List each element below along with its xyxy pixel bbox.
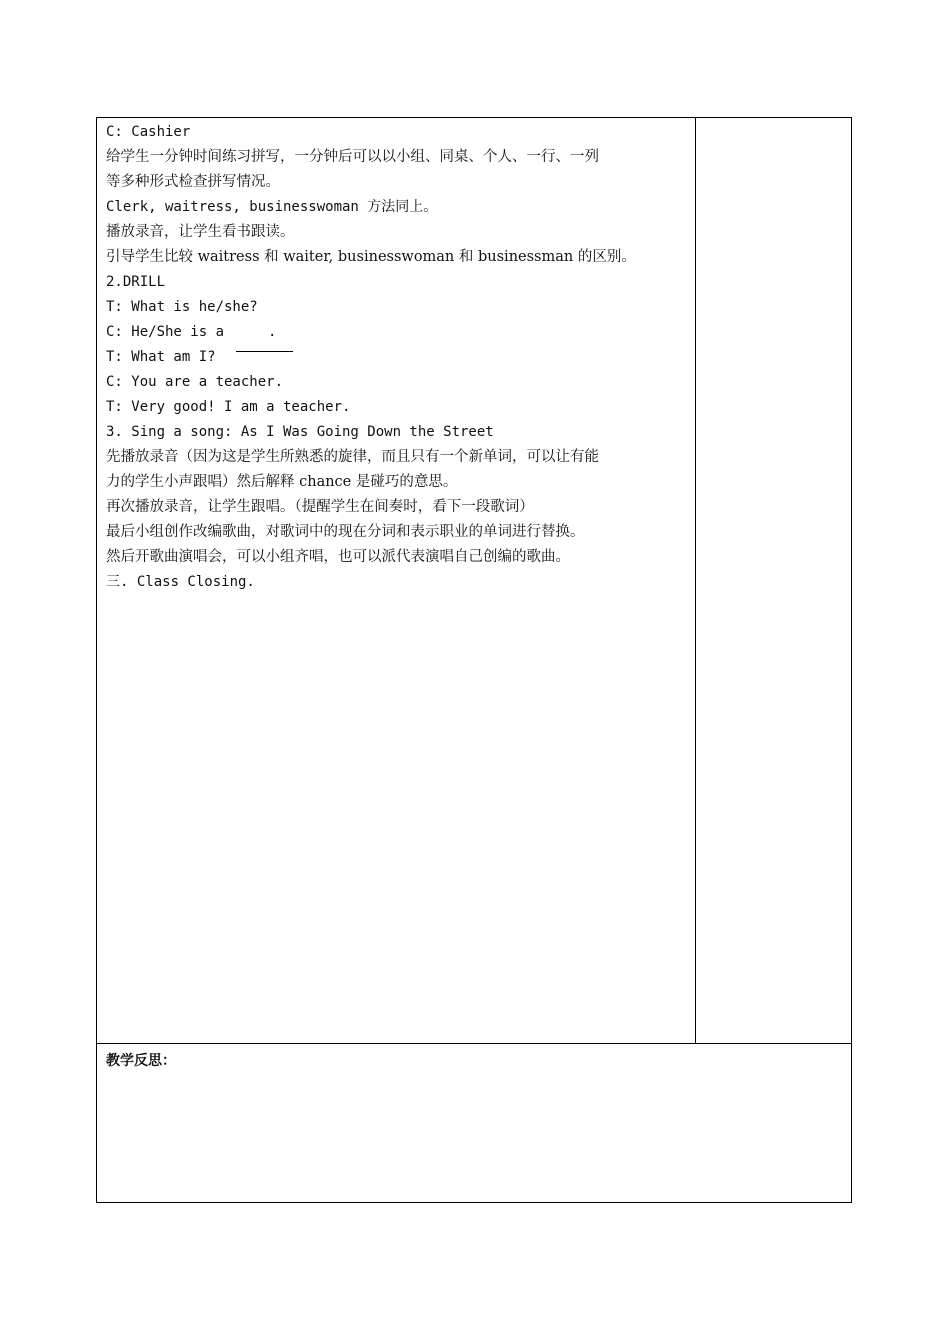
sentence-period: .: [268, 324, 277, 340]
lesson-line: T: Very good! I am a teacher.: [106, 399, 351, 415]
lesson-line: 三. Class Closing.: [106, 574, 255, 590]
blank-underline: [236, 351, 293, 352]
lesson-content: [106, 120, 688, 595]
lesson-plan-table: [96, 117, 852, 1203]
lesson-line: 播放录音，让学生看书跟读。: [106, 224, 295, 240]
reflection-label: 教学反思：: [106, 1053, 176, 1069]
lesson-line: 等多种形式检查拼写情况。: [106, 174, 280, 190]
lesson-line-blank: [106, 320, 688, 345]
row-divider: [97, 1043, 851, 1044]
lesson-line: T: What is he/she?: [106, 299, 258, 315]
lesson-line: 再次播放录音，让学生跟唱。（提醒学生在间奏时，看下一段歌词）: [106, 499, 534, 515]
lesson-line: 2.DRILL: [106, 274, 166, 290]
column-divider: [695, 118, 696, 1043]
lesson-line: C: Cashier: [106, 124, 191, 140]
lesson-line: 给学生一分钟时间练习拼写，一分钟后可以以小组、同桌、个人、一行、一列: [106, 149, 599, 165]
lesson-line: 先播放录音（因为这是学生所熟悉的旋律，而且只有一个新单词，可以让有能: [106, 449, 599, 465]
lesson-line: 力的学生小声跟唱）然后解释 chance 是碰巧的意思。: [106, 474, 458, 490]
lesson-line: 最后小组创作改编歌曲，对歌词中的现在分词和表示职业的单词进行替换。: [106, 524, 585, 540]
sentence-text: C: He/She is a: [106, 324, 225, 340]
lesson-line: Clerk, waitress, businesswoman 方法同上。: [106, 199, 438, 215]
lesson-line: 引导学生比较 waitress 和 waiter, businesswoman 和 businessman 的区别。: [106, 249, 636, 265]
lesson-line: 然后开歌曲演唱会，可以小组齐唱，也可以派代表演唱自己创编的歌曲。: [106, 549, 570, 565]
lesson-line: C: You are a teacher.: [106, 374, 284, 390]
lesson-line: T: What am I?: [106, 349, 216, 365]
lesson-line: 3. Sing a song: As I Was Going Down the Street: [106, 424, 494, 440]
